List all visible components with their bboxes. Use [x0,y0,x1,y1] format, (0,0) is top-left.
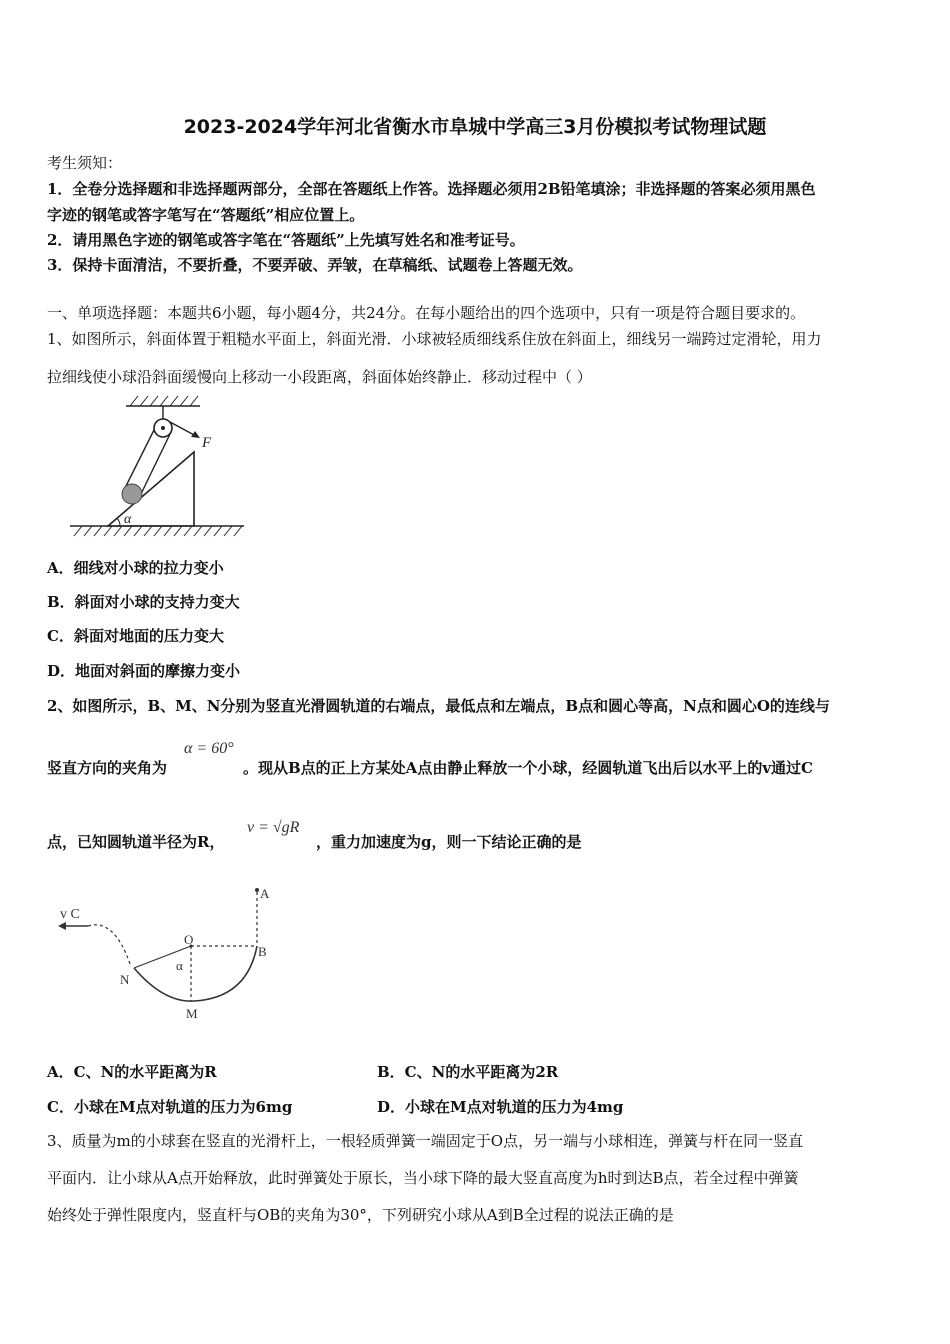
notice-line-3: 3．保持卡面清洁，不要折叠，不要弄破、弄皱，在草稿纸、试题卷上答题无效。 [47,256,583,274]
section-heading: 一、单项选择题：本题共6小题，每小题4分，共24分。在每小题给出的四个选项中，只有一项是符合题目要求的。 [47,304,806,322]
notice-line-1a: 1．全卷分选择题和非选择题两部分，全部在答题纸上作答。选择题必须用2B铅笔填涂；非选择题的答案必须用黑色 [47,180,816,198]
q2-text-line-2b: 。现从B点的正上方某处A点由静止释放一个小球，经圆轨道飞出后以水平上的v通过C [243,759,813,777]
q1-option-c: C．斜面对地面的压力变大 [47,627,224,645]
notice-line-1b: 字迹的钢笔或答字笔写在“答题纸”相应位置上。 [47,206,365,224]
svg-text:α: α [124,512,132,527]
q3-text-line-3: 始终处于弹性限度内，竖直杆与OB的夹角为30°，下列研究小球从A到B全过程的说法正确的是 [47,1206,674,1224]
page-title: 2023-2024学年河北省衡水市阜城中学高三3月份模拟考试物理试题 [183,116,767,138]
ball-icon [122,484,142,504]
q2-text-line-1: 2、如图所示，B、M、N分别为竖直光滑圆轨道的右端点，最低点和左端点，B点和圆心等高，N点和圆心O的连线与 [47,697,830,715]
svg-text:α: α [176,958,183,973]
svg-text:A: A [260,886,270,901]
q2-formula-alpha: α = 60° [184,740,234,757]
q2-text-line-2a: 竖直方向的夹角为 [47,759,168,777]
q1-option-b: B．斜面对小球的支持力变大 [47,593,240,611]
svg-text:M: M [186,1006,198,1021]
q2-option-b: B．C、N的水平距离为2R [377,1063,559,1081]
q1-text-line-1: 1、如图所示，斜面体置于粗糙水平面上，斜面光滑．小球被轻质细线系住放在斜面上，细线另一端跨过定滑轮，用力 [47,330,822,348]
q3-text-line-1: 3、质量为m的小球套在竖直的光滑杆上，一根轻质弹簧一端固定于O点，另一端与小球相连，弹簧与杆在同一竖直 [47,1132,804,1150]
q2-formula-v: v = √gR [247,819,300,836]
notice-line-2: 2．请用黑色字迹的钢笔或答字笔在“答题纸”上先填写姓名和准考证号。 [47,231,525,249]
q1-option-a: A．细线对小球的拉力变小 [47,559,224,577]
svg-text:B: B [258,944,267,959]
q3-text-line-2: 平面内．让小球从A点开始释放，此时弹簧处于原长，当小球下降的最大竖直高度为h时到达B点，若全过程中弹簧 [47,1169,799,1187]
svg-text:v C: v C [60,907,80,922]
svg-text:O: O [184,932,194,947]
q2-text-line-3b: ，重力加速度为g，则一下结论正确的是 [316,833,582,851]
q2-text-line-3a: 点，已知圆轨道半径为R， [47,833,225,851]
svg-text:F: F [202,435,212,451]
q2-option-c: C．小球在M点对轨道的压力为6mg [47,1098,293,1116]
q2-option-a: A．C、N的水平距离为R [47,1063,217,1081]
q1-option-d: D．地面对斜面的摩擦力变小 [47,662,241,680]
q1-text-line-2: 拉细线使小球沿斜面缓慢向上移动一小段距离，斜面体始终静止．移动过程中（ ） [47,368,592,386]
q2-figure [52,878,284,1028]
notice-heading: 考生须知： [47,154,123,172]
q1-figure [68,392,248,542]
svg-text:N: N [120,972,130,987]
q2-option-d: D．小球在M点对轨道的压力为4mg [377,1098,624,1116]
